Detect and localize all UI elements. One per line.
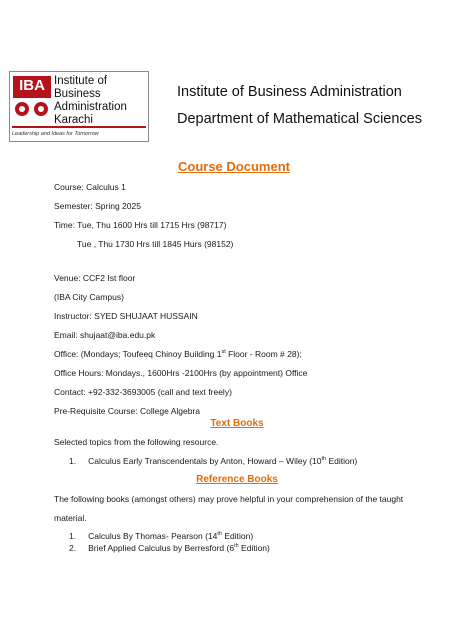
logo-emblem-icon xyxy=(13,100,51,118)
prerequisite-line: Pre-Requisite Course: College Algebra xyxy=(54,406,200,416)
reference-book-item-ordinal: th xyxy=(217,531,222,538)
reference-books-intro-2: material. xyxy=(54,513,87,523)
reference-book-item-title: Calculus By Thomas- Pearson (14 xyxy=(88,531,218,541)
iba-logo xyxy=(9,71,149,142)
text-book-item xyxy=(69,456,357,466)
department-name: Department of Mathematical Sciences xyxy=(177,111,422,127)
logo-mark-text: IBA xyxy=(19,77,45,94)
reference-book-item-number: 1. xyxy=(69,531,77,541)
logo-divider xyxy=(12,126,146,128)
campus-line: (IBA City Campus) xyxy=(54,292,124,302)
document-title xyxy=(178,159,288,174)
text-books-intro: Selected topics from the following resource. xyxy=(54,437,219,447)
text-book-item-ordinal: th xyxy=(321,456,327,463)
office-text-end: Floor - Room # 28); xyxy=(225,349,302,359)
venue-line: Venue: CCF2 Ist floor xyxy=(54,273,136,283)
text-books-heading-text: Text Books xyxy=(210,418,264,429)
office-line xyxy=(54,349,302,359)
contact-line: Contact: +92-332-3693005 (call and text freely) xyxy=(54,387,232,397)
office-ordinal: st xyxy=(221,349,226,356)
reference-books-intro-1: The following books (amongst others) may prove helpful in your comprehension of the taught xyxy=(54,494,404,504)
reference-book-item-1 xyxy=(69,531,253,541)
logo-name-line-2: Business Administration xyxy=(54,88,127,113)
document-title-text: Course Document xyxy=(178,159,290,174)
course-line: Course: Calculus 1 xyxy=(54,182,126,192)
logo-name-line-3: Karachi xyxy=(54,114,93,126)
reference-books-heading xyxy=(182,474,292,485)
reference-book-item-number: 2. xyxy=(69,543,77,553)
logo-name xyxy=(54,75,148,127)
email-line: Email: shujaat@iba.edu.pk xyxy=(54,330,156,340)
text-books-heading xyxy=(197,418,277,429)
reference-book-item-edition: Edition) xyxy=(221,531,254,541)
institute-name: Institute of Business Administration xyxy=(177,84,402,100)
reference-book-item-edition: Edition) xyxy=(238,543,270,553)
reference-books-heading-text: Reference Books xyxy=(196,474,278,485)
office-hours-line: Office Hours: Mondays., 1600Hrs -2100Hrs (by appointment) Office xyxy=(54,368,308,378)
time-line-1: Time: Tue, Thu 1600 Hrs till 1715 Hrs (98717) xyxy=(54,220,227,230)
office-text: Office: (Mondays; Toufeeq Chinoy Building 1 xyxy=(54,349,222,359)
reference-book-item-title: Brief Applied Calculus by Berresford (6 xyxy=(88,543,235,553)
time-line-2: Tue , Thu 1730 Hrs till 1845 Hurs (98152) xyxy=(77,239,234,249)
semester-line: Semester: Spring 2025 xyxy=(54,201,141,211)
instructor-line: Instructor: SYED SHUJAAT HUSSAIN xyxy=(54,311,198,321)
reference-book-item-2 xyxy=(69,543,270,553)
text-book-item-number: 1. xyxy=(69,456,77,466)
reference-book-item-ordinal: th xyxy=(234,543,239,550)
logo-name-line-1: Institute of xyxy=(54,75,108,87)
logo-tagline: Leadership and Ideas for Tomorrow xyxy=(12,131,99,137)
text-book-item-title: Calculus Early Transcendentals by Anton, Howard – Wiley (10 xyxy=(88,456,322,466)
text-book-item-edition: Edition) xyxy=(326,456,358,466)
